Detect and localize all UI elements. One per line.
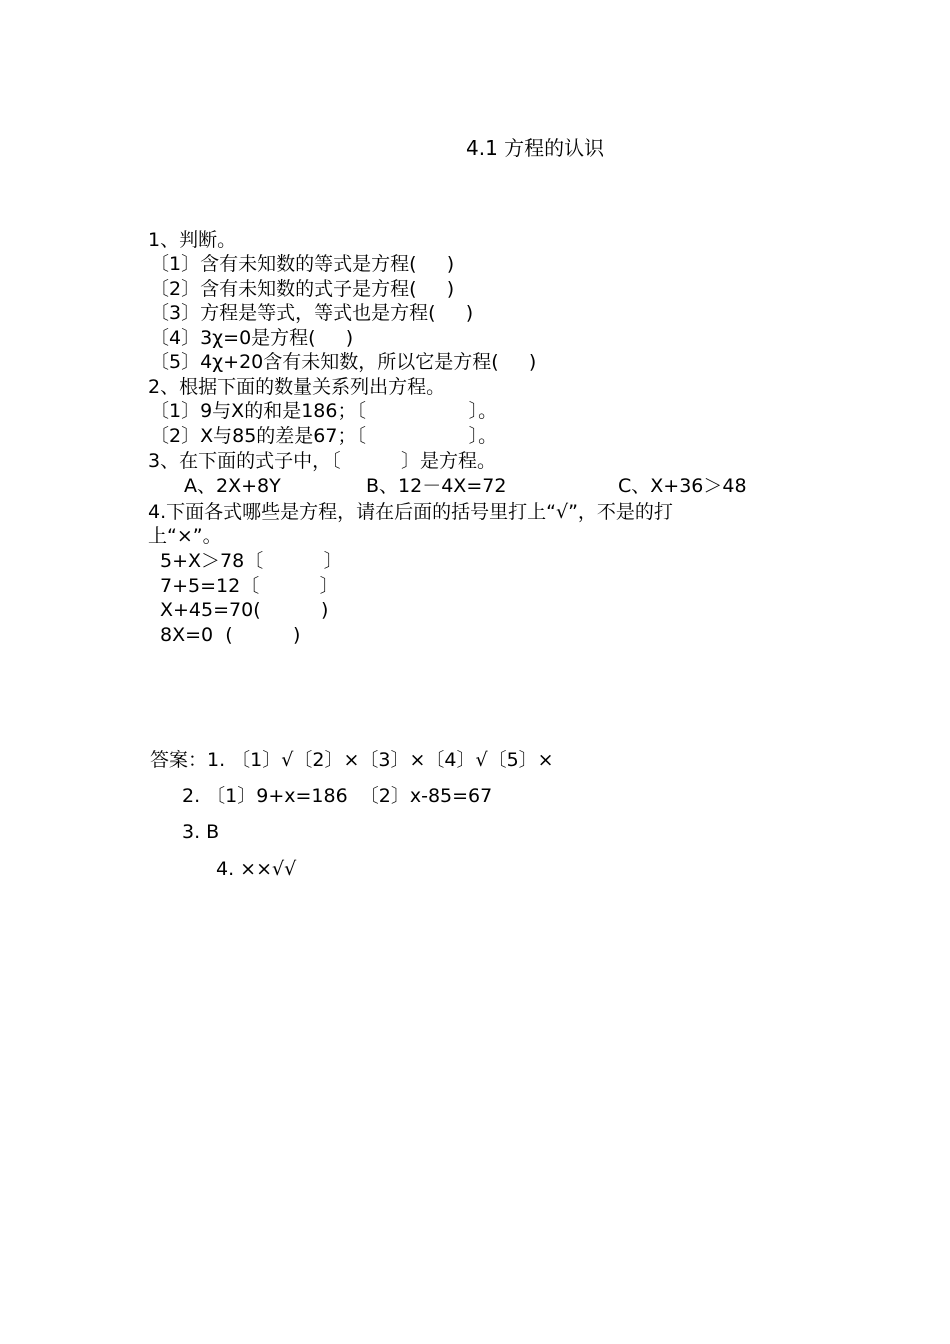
q3-option-a: A、2X+8Y <box>184 475 281 497</box>
q4-heading-line2: 上“×”。 <box>148 525 222 547</box>
q3-option-b: B、12－4X=72 <box>366 475 507 497</box>
q4-item-2: 7+5=12〔 〕 <box>160 575 339 597</box>
q2-item-1: 〔1〕9与X的和是186；〔 〕。 <box>150 400 498 422</box>
q2-item-2: 〔2〕X与85的差是67；〔 〕。 <box>150 425 498 447</box>
q1-heading: 1、判断。 <box>148 229 237 251</box>
q4-heading-line1: 4.下面各式哪些是方程，请在后面的括号里打上“√”，不是的打 <box>148 501 673 523</box>
answer-line-1: 答案：1. 〔1〕√〔2〕×〔3〕×〔4〕√〔5〕× <box>150 749 554 771</box>
q1-item-1: 〔1〕含有未知数的等式是方程( ) <box>150 253 455 275</box>
q4-item-1: 5+X＞78〔 〕 <box>160 550 343 572</box>
q1-item-5: 〔5〕4χ+20含有未知数，所以它是方程( ) <box>150 351 537 373</box>
page-title: 4.1 方程的认识 <box>466 136 605 160</box>
q4-item-4: 8X=0 ( ) <box>160 624 301 646</box>
q4-item-3: X+45=70( ) <box>160 599 329 621</box>
q1-item-3: 〔3〕方程是等式，等式也是方程( ) <box>150 302 474 324</box>
q1-item-4: 〔4〕3χ=0是方程( ) <box>150 327 354 349</box>
q3-option-c: C、X+36＞48 <box>618 475 747 497</box>
q3-heading: 3、在下面的式子中，〔 〕是方程。 <box>148 450 496 472</box>
q2-heading: 2、根据下面的数量关系列出方程。 <box>148 376 446 398</box>
answer-line-2: 2. 〔1〕9+x=186 〔2〕x-85=67 <box>182 785 493 807</box>
answer-line-4: 4. ××√√ <box>216 858 297 880</box>
q1-item-2: 〔2〕含有未知数的式子是方程( ) <box>150 278 455 300</box>
answer-line-3: 3. B <box>182 821 220 843</box>
